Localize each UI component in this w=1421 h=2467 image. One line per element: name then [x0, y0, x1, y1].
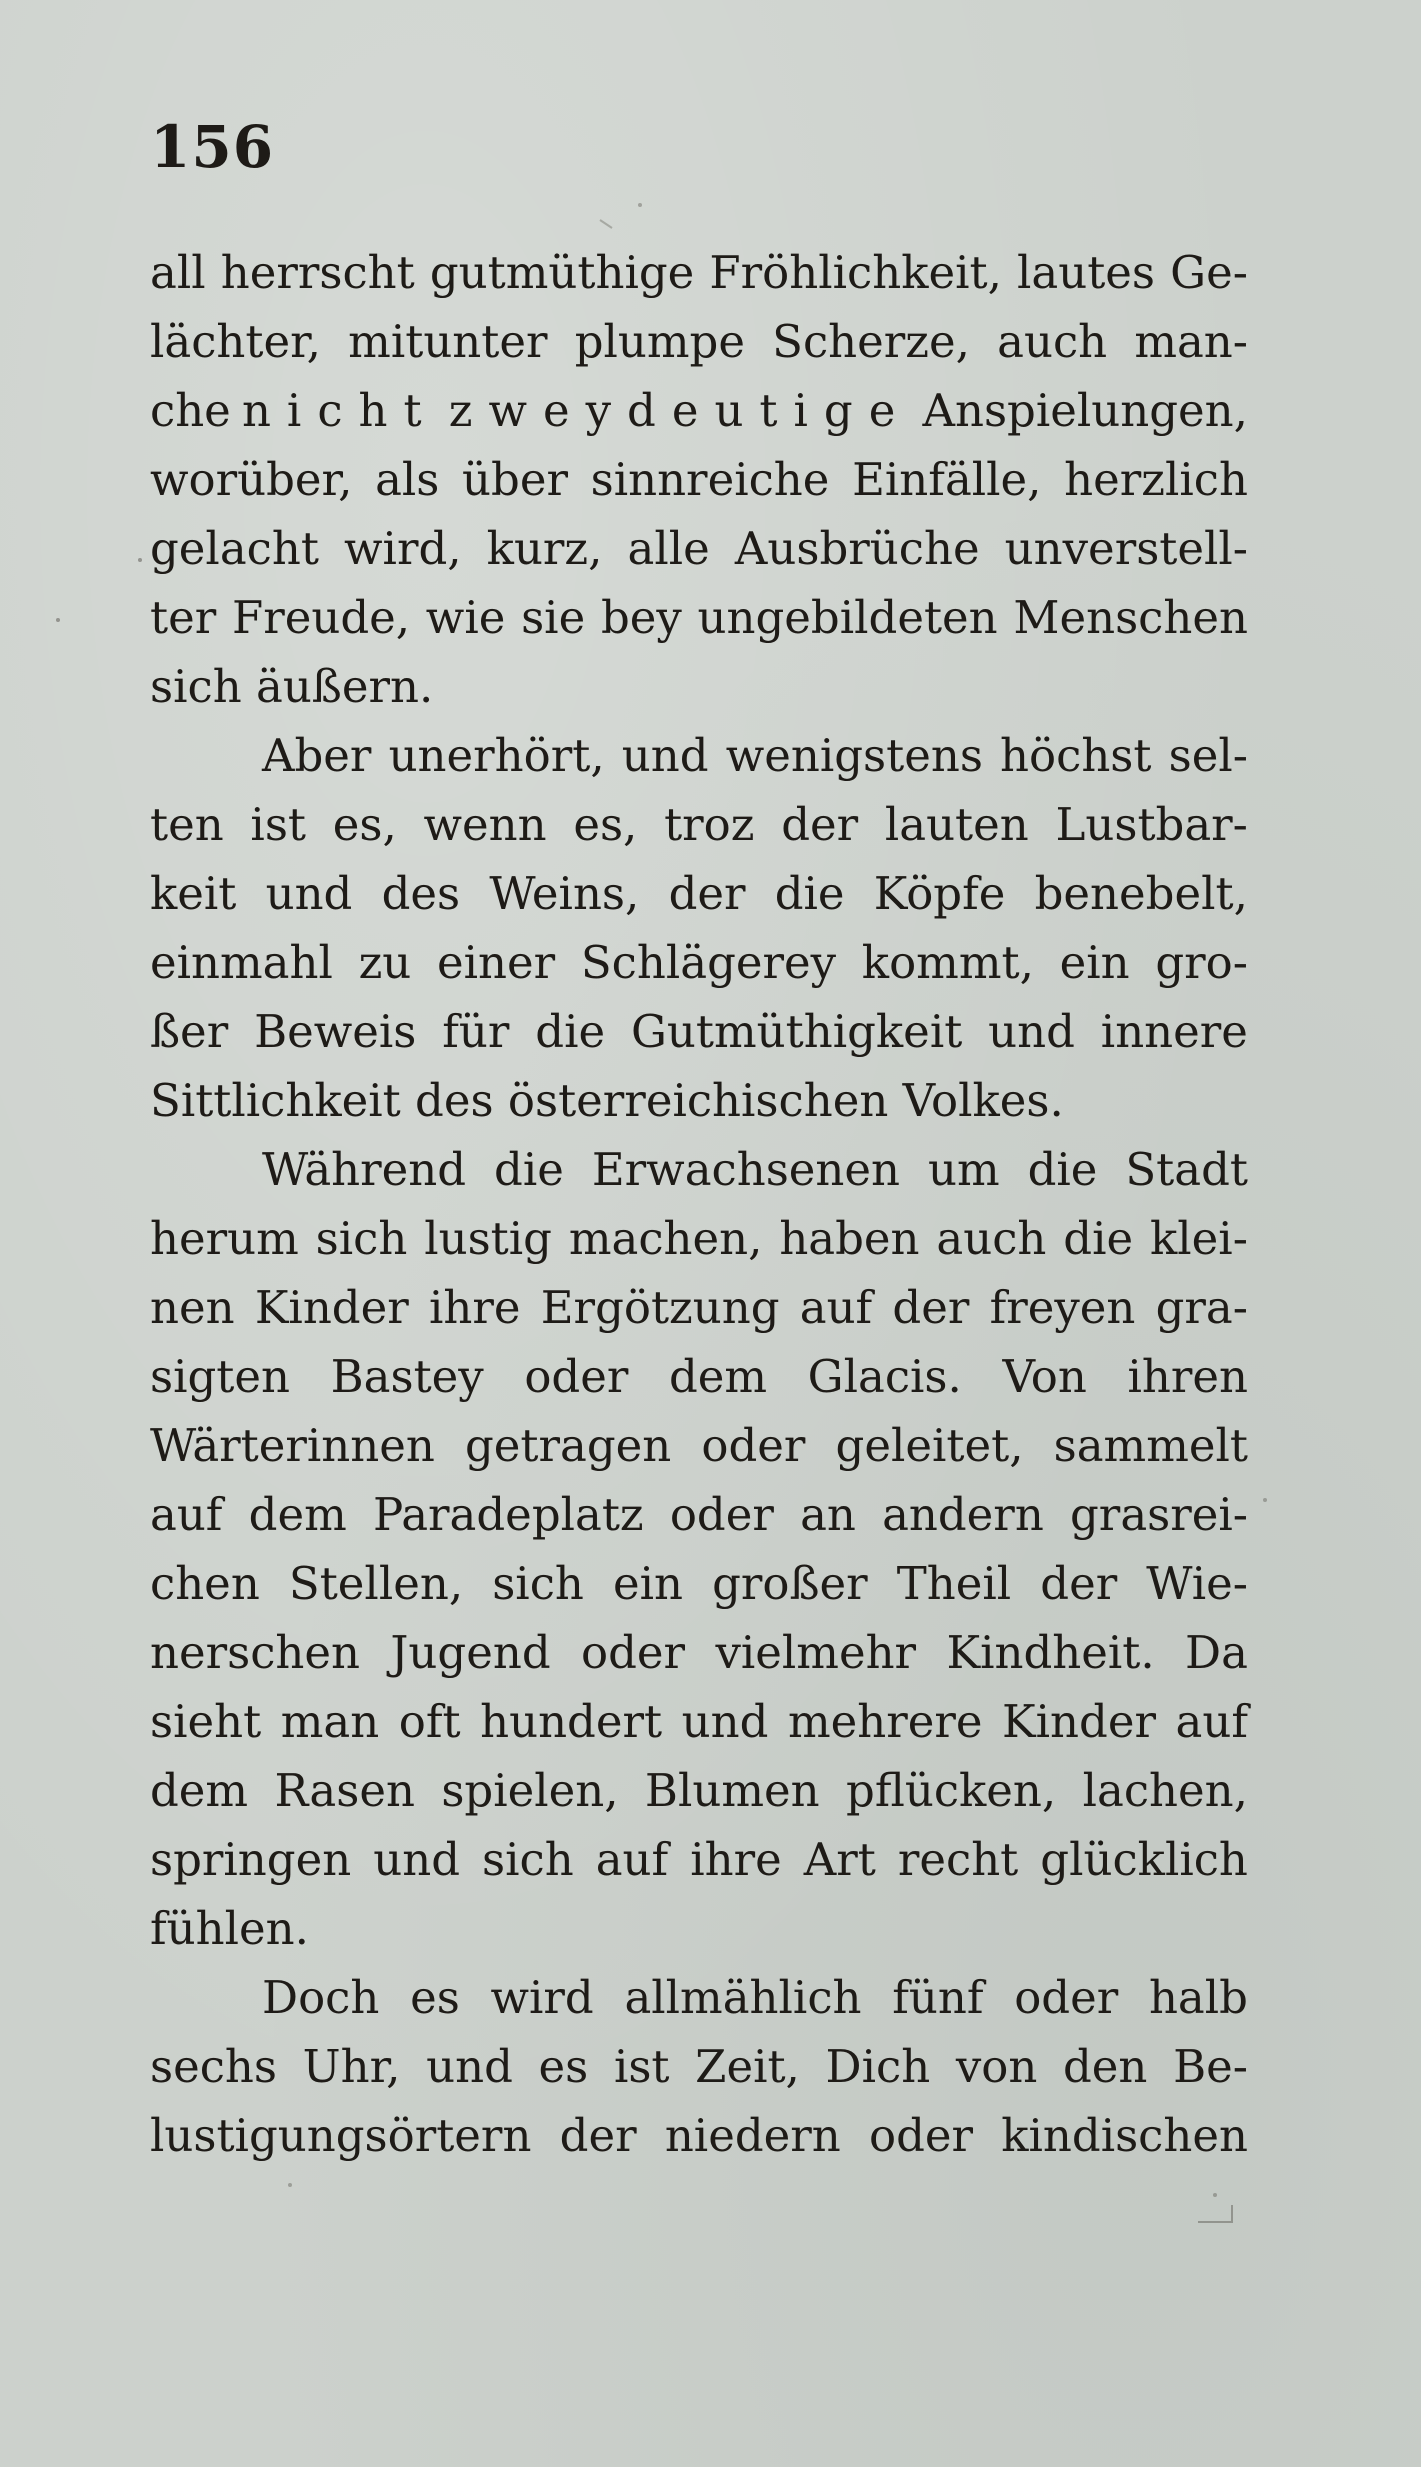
word: Weins, [489, 867, 640, 920]
text-line [150, 2032, 1248, 2101]
word: lustigungsörtern [150, 2109, 532, 2162]
word: auf [799, 1281, 873, 1334]
word: oder [669, 1488, 774, 1541]
word: klei- [1150, 1212, 1248, 1265]
word: gro- [1155, 936, 1248, 989]
word: Ge- [1170, 246, 1248, 299]
word: Be- [1173, 2040, 1248, 2093]
speck [600, 220, 612, 228]
word: man- [1134, 315, 1248, 368]
word: ten [150, 798, 224, 851]
word: mitunter [348, 315, 548, 368]
word: die [774, 867, 845, 920]
speck [1263, 1498, 1267, 1502]
word: die [1063, 1212, 1134, 1265]
word: der [668, 867, 746, 920]
text-line [150, 2101, 1248, 2170]
word: und [373, 1833, 461, 1886]
word: halb [1148, 1971, 1248, 2024]
word: Paradeplatz [372, 1488, 644, 1541]
word: die [535, 1005, 606, 1058]
word: wenigstens [725, 729, 983, 782]
word: all [150, 246, 206, 299]
word: Stadt [1125, 1143, 1248, 1196]
word: ein [612, 1557, 683, 1610]
text-line [150, 721, 1248, 790]
word: dem [668, 1350, 768, 1403]
word: Volkes. [902, 1074, 1064, 1127]
text-line [150, 1963, 1248, 2032]
word: benebelt, [1034, 867, 1248, 920]
text-line [150, 1273, 1248, 1342]
word: ein [1059, 936, 1130, 989]
word: großer [712, 1557, 868, 1610]
word: nicht [241, 384, 438, 437]
text-line [150, 1687, 1248, 1756]
word: Ergötzung [540, 1281, 780, 1334]
text-line [150, 307, 1248, 376]
word: österreichischen [507, 1074, 889, 1127]
word: und [988, 1005, 1075, 1058]
word: sechs [150, 2040, 278, 2093]
word: und [621, 729, 709, 782]
word: herum [150, 1212, 299, 1265]
word: oft [398, 1695, 461, 1748]
word: dem [248, 1488, 347, 1541]
word: über [462, 453, 568, 506]
word: oder [1014, 1971, 1119, 2024]
word: lautes [1017, 246, 1156, 299]
word: Scherze, [772, 315, 970, 368]
word: es, [332, 798, 397, 851]
word: höchst [1000, 729, 1152, 782]
word: Dich [825, 2040, 931, 2093]
word: grasrei- [1070, 1488, 1248, 1541]
word: kurz, [486, 522, 603, 575]
text-line [150, 997, 1248, 1066]
text-line [150, 583, 1248, 652]
word: für [442, 1005, 510, 1058]
word: der [892, 1281, 970, 1334]
word: Stellen, [288, 1557, 464, 1610]
word: haben [779, 1212, 920, 1265]
text-line [150, 1549, 1248, 1618]
word: und [681, 1695, 769, 1748]
word: Freude, [231, 591, 411, 644]
word: sie [521, 591, 586, 644]
word: Blumen [644, 1764, 820, 1817]
word: auch [936, 1212, 1047, 1265]
word: Wärterinnen [150, 1419, 435, 1472]
word: Ausbrüche [734, 522, 980, 575]
word: Menschen [1013, 591, 1248, 644]
text-line [150, 1204, 1248, 1273]
text-line [150, 790, 1248, 859]
word: auch [997, 315, 1108, 368]
word: plumpe [574, 315, 745, 368]
word: vielmehr [715, 1626, 917, 1679]
word: lustig [424, 1212, 552, 1265]
word: auf [1175, 1695, 1248, 1748]
word: herzlich [1064, 453, 1248, 506]
word: es [410, 1971, 460, 2024]
word: des [381, 867, 461, 920]
word: Fröhlichkeit, [709, 246, 1002, 299]
word: ihre [690, 1833, 782, 1886]
word: ungebildeten [697, 591, 998, 644]
word: der [1040, 1557, 1118, 1610]
word: von [955, 2040, 1038, 2093]
word: sieht [150, 1695, 262, 1748]
word: Doch [262, 1971, 380, 2024]
word: zu [358, 936, 412, 989]
word: der [781, 798, 859, 851]
word: der [559, 2109, 637, 2162]
word: an [800, 1488, 856, 1541]
word: oder [701, 1419, 806, 1472]
word: Während [262, 1143, 467, 1196]
word: Uhr, [302, 2040, 401, 2093]
word: freyen [989, 1281, 1136, 1334]
word: lachen, [1082, 1764, 1248, 1817]
word: gelacht [150, 522, 319, 575]
text-line [150, 445, 1248, 514]
word: Bastey [330, 1350, 484, 1403]
word: oder [524, 1350, 629, 1403]
word: bey [600, 591, 682, 644]
word: zweydeutige [448, 384, 912, 437]
word: um [927, 1143, 1000, 1196]
word: Wie- [1146, 1557, 1248, 1610]
word: lächter, [150, 315, 321, 368]
word: den [1062, 2040, 1148, 2093]
word: Jugend [390, 1626, 551, 1679]
word: Da [1185, 1626, 1248, 1679]
word: Kinder [1002, 1695, 1156, 1748]
word: unverstell- [1004, 522, 1248, 575]
text-line [150, 1066, 1248, 1135]
word: des [415, 1074, 494, 1127]
word: che [150, 384, 231, 437]
speck [138, 558, 142, 562]
word: worüber, [150, 453, 353, 506]
word: nen [150, 1281, 235, 1334]
word: Schlägerey [580, 936, 837, 989]
word: spielen, [441, 1764, 619, 1817]
word: nerschen [150, 1626, 361, 1679]
word: einer [437, 936, 556, 989]
word: unerhört, [388, 729, 605, 782]
word: sich [492, 1557, 584, 1610]
text-line [150, 238, 1248, 307]
text-line [150, 1480, 1248, 1549]
word: alle [627, 522, 710, 575]
word: Aber [262, 729, 372, 782]
word: Lustbar- [1055, 798, 1248, 851]
word: einmahl [150, 936, 333, 989]
text-line [150, 1135, 1248, 1204]
word: es [538, 2040, 589, 2093]
word: ßer [150, 1005, 229, 1058]
text-line [150, 1342, 1248, 1411]
text-line [150, 859, 1248, 928]
word: glücklich [1040, 1833, 1248, 1886]
word: troz [664, 798, 755, 851]
word: keit [150, 867, 237, 920]
word: Köpfe [873, 867, 1006, 920]
word: Kinder [254, 1281, 409, 1334]
word: Kindheit. [946, 1626, 1155, 1679]
word: wie [425, 591, 506, 644]
word: sigten [150, 1350, 290, 1403]
word: machen, [568, 1212, 763, 1265]
word: sammelt [1053, 1419, 1248, 1472]
word: lauten [884, 798, 1029, 851]
word: oder [868, 2109, 974, 2162]
word: mehrere [787, 1695, 983, 1748]
word: dem [150, 1764, 249, 1817]
word: recht [897, 1833, 1019, 1886]
speck [56, 618, 60, 622]
word: auf [150, 1488, 223, 1541]
word: Sittlichkeit [150, 1074, 401, 1127]
word: wird [490, 1971, 594, 2024]
speck [1213, 2193, 1217, 2197]
body-text [150, 238, 1248, 2170]
word: und [426, 2040, 513, 2093]
word: allmählich [624, 1971, 862, 2024]
word: Glacis. [807, 1350, 962, 1403]
word: Beweis [254, 1005, 417, 1058]
word: hundert [480, 1695, 663, 1748]
word: wenn [423, 798, 547, 851]
text-line [150, 928, 1248, 997]
word: kindischen [1001, 2109, 1248, 2162]
word: getragen [465, 1419, 672, 1472]
word: wird, [344, 522, 462, 575]
speck [1198, 2205, 1232, 2222]
word: Einfälle, [852, 453, 1042, 506]
word: oder [581, 1626, 686, 1679]
word: kommt, [861, 936, 1034, 989]
word: sinnreiche [590, 453, 830, 506]
word: ist [250, 798, 306, 851]
word: die [494, 1143, 564, 1196]
text-line [150, 1756, 1248, 1825]
word: Anspielungen, [922, 384, 1248, 437]
word: als [375, 453, 440, 506]
word: herrscht [220, 246, 415, 299]
word: fühlen. [150, 1902, 309, 1955]
word: äußern. [255, 660, 434, 713]
text-line [150, 514, 1248, 583]
page-number: 156 [150, 113, 275, 181]
word: es, [573, 798, 638, 851]
text-line [150, 1825, 1248, 1894]
word: Erwachsenen [591, 1143, 901, 1196]
text-line [150, 376, 1248, 445]
word: sich [482, 1833, 574, 1886]
word: ihre [428, 1281, 521, 1334]
word: Von [1002, 1350, 1087, 1403]
word: Rasen [274, 1764, 415, 1817]
text-line [150, 1618, 1248, 1687]
word: gra- [1155, 1281, 1248, 1334]
word: auf [595, 1833, 669, 1886]
word: ihren [1127, 1350, 1248, 1403]
word: Zeit, [695, 2040, 800, 2093]
word: Gutmüthigkeit [630, 1005, 963, 1058]
word: springen [150, 1833, 352, 1886]
speck [288, 2183, 292, 2187]
word: gutmüthige [429, 246, 695, 299]
word: ter [150, 591, 217, 644]
word: niedern [664, 2109, 841, 2162]
word: sich [315, 1212, 408, 1265]
word: und [265, 867, 353, 920]
text-line [150, 1894, 1248, 1963]
word: sich [150, 660, 242, 713]
word: pflücken, [846, 1764, 1057, 1817]
word: ist [613, 2040, 670, 2093]
text-line [150, 652, 1248, 721]
word: man [280, 1695, 380, 1748]
word: Theil [896, 1557, 1012, 1610]
word: fünf [892, 1971, 984, 2024]
speck [638, 203, 642, 207]
word: sel- [1168, 729, 1248, 782]
word: chen [150, 1557, 260, 1610]
text-line [150, 1411, 1248, 1480]
word: innere [1100, 1005, 1248, 1058]
word: geleitet, [835, 1419, 1024, 1472]
word: die [1027, 1143, 1098, 1196]
word: andern [882, 1488, 1044, 1541]
word: Art [803, 1833, 876, 1886]
